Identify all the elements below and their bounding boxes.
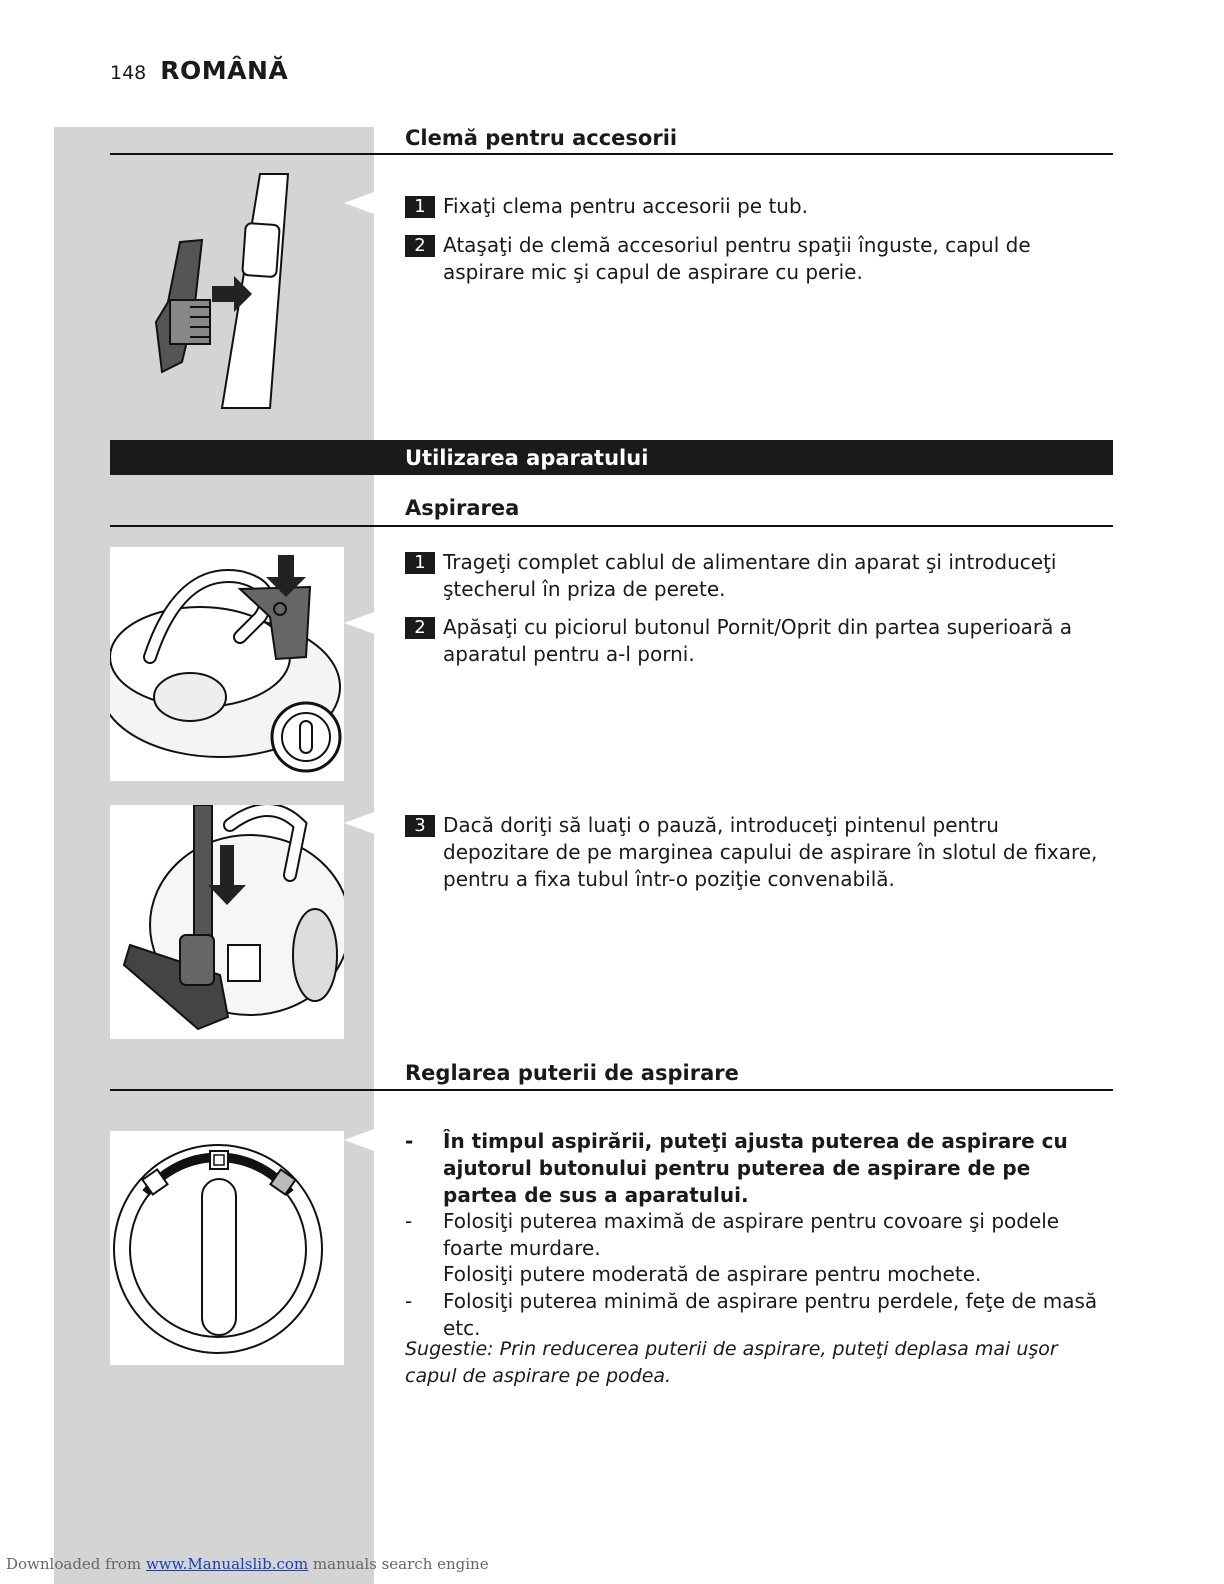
tip-label: Sugestie: [405,1338,494,1360]
bullet-text: Folosiţi puterea minimă de aspirare pentru perdele, feţe de masă etc. [443,1289,1098,1340]
bullet-text: Folosiţi putere moderată de aspirare pentru mochete. [443,1262,982,1286]
bullet-dash: - [405,1289,413,1313]
suction-bullet-1 [405,1128,1110,1209]
step-number: 2 [405,235,435,257]
illustration-parking-position [110,805,344,1039]
section-rule [110,153,1113,155]
section-rule [110,1089,1113,1091]
step-number: 1 [405,552,435,574]
section-title-vacuuming: Aspirarea [405,496,520,520]
illustration-power-button [110,547,344,781]
footer-prefix: Downloaded from [6,1555,142,1573]
pointer-arrow [344,812,374,834]
vacuuming-step-3 [405,812,1110,893]
section-rule [110,525,1113,527]
step-text: Dacă doriţi să luaţi o pauză, introduceţi pintenul pentru depozitare de pe marginea capului de aspirare în slotul de fixare, pentru a fixa tubul într-o poziţie convenabilă. [443,813,1098,891]
illustration-accessory-clip [110,172,344,410]
vacuuming-step-2 [405,614,1110,668]
section-title-suction: Reglarea puterii de aspirare [405,1061,739,1085]
page-header [110,56,288,85]
bullet-text: Folosiţi puterea maximă de aspirare pentru covoare şi podele foarte murdare. [443,1209,1060,1260]
language-title: ROMÂNĂ [160,56,289,85]
bullet-dash: - [405,1209,413,1233]
vacuuming-step-1 [405,549,1110,603]
clip-step-1 [405,193,1110,220]
bullet-text: În timpul aspirării, puteţi ajusta puterea de aspirare cu ajutorul butonului pentru puterea de aspirare de pe partea de sus a aparatului. [443,1129,1068,1207]
section-title-clip: Clemă pentru accesorii [405,126,678,150]
step-number: 3 [405,815,435,837]
section-title-usage: Utilizarea aparatului [405,446,649,470]
pointer-arrow [344,612,374,634]
suction-bullet-2 [405,1208,1110,1262]
pointer-arrow [344,192,374,214]
step-number: 1 [405,196,435,218]
suction-bullet-4 [405,1288,1110,1342]
bullet-dash: - [405,1129,414,1153]
suction-bullet-3 [405,1261,1110,1288]
suction-tip [405,1336,1110,1390]
step-text: Fixaţi clema pentru accesorii pe tub. [443,194,809,218]
step-text: Apăsaţi cu piciorul butonul Pornit/Oprit din partea superioară a aparatul pentru a-l porni. [443,615,1073,666]
manualslib-link[interactable]: www.Manualslib.com [145,1555,309,1573]
download-footer [6,1555,489,1573]
step-number: 2 [405,617,435,639]
page-number: 148 [110,62,147,84]
footer-suffix: manuals search engine [312,1555,489,1573]
step-text: Trageţi complet cablul de alimentare din aparat şi introduceţi ştecherul în priza de perete. [443,550,1057,601]
illustration-suction-dial [110,1131,344,1365]
clip-step-2 [405,232,1110,286]
step-text: Ataşaţi de clemă accesoriul pentru spaţii înguste, capul de aspirare mic şi capul de aspirare cu perie. [443,233,1031,284]
pointer-arrow [344,1129,374,1151]
tip-text: Prin reducerea puterii de aspirare, puteţi deplasa mai uşor capul de aspirare pe podea. [405,1338,1058,1387]
